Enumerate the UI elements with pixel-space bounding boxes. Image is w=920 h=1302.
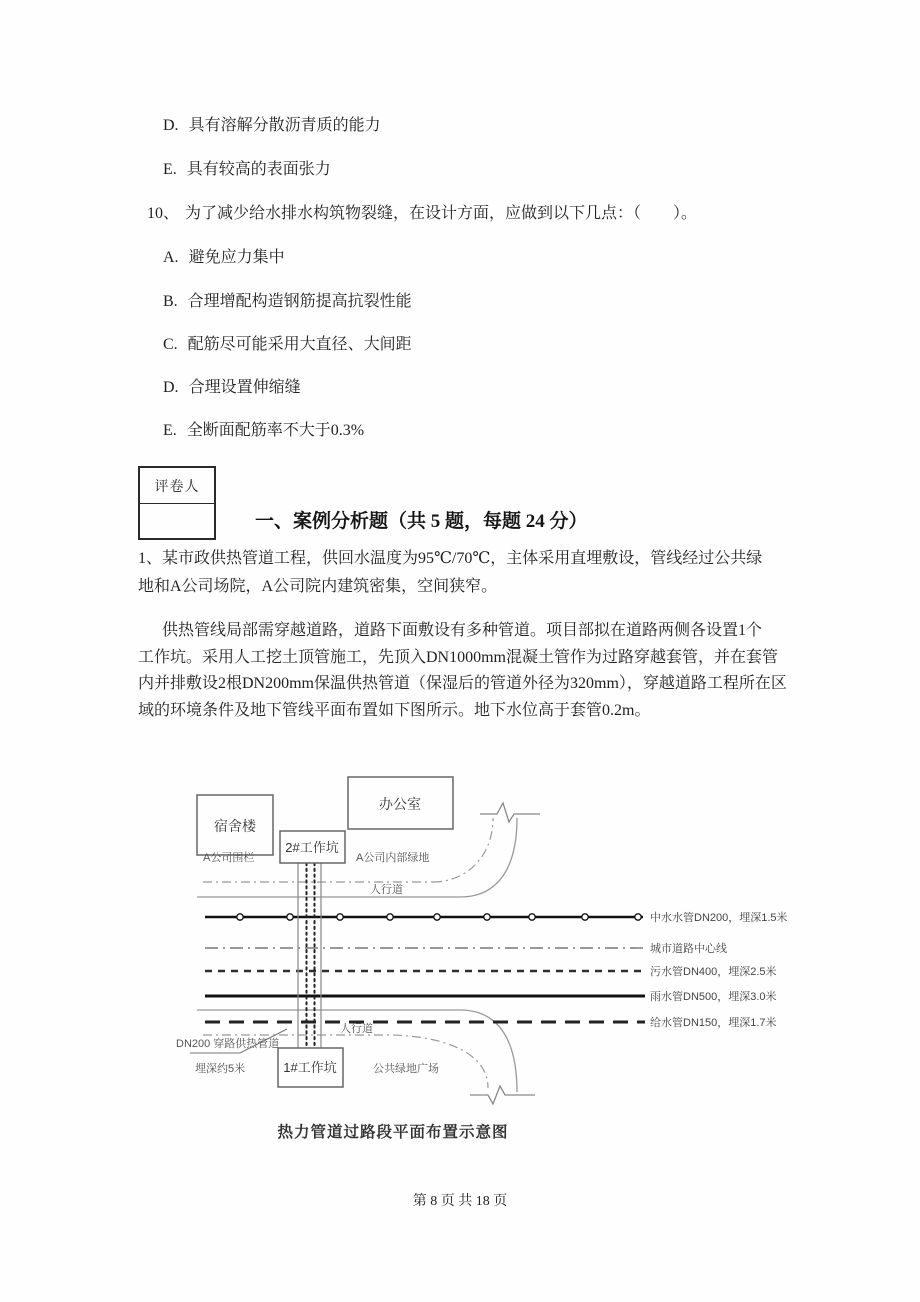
case1-para1-line1: 1、某市政供热管道工程，供回水温度为95℃/70℃，主体采用直埋敷设，管线经过公共绿: [138, 550, 763, 567]
pipeline-plan-diagram: [0, 755, 920, 1155]
storm-pipe-label: 雨水管DN500，埋深3.0米: [650, 991, 777, 1003]
section-heading: 一、案例分析题（共 5 题，每题 24 分）: [255, 511, 588, 532]
page-footer: 第 8 页 共 18 页: [412, 1194, 508, 1209]
road-centerline-label: 城市道路中心线: [650, 943, 727, 955]
q9-option-d: [163, 116, 381, 135]
q10-option-b: [163, 292, 412, 311]
case1-para2-line1: 供热管线局部需穿越道路，道路下面敷设有多种管道。项目部拟在道路两侧各设置1个: [162, 622, 763, 639]
green-area-label: A公司内部绿地: [356, 852, 430, 864]
grader-box: [138, 466, 216, 540]
option-text: 全断面配筋率不大于0.3%: [186, 422, 365, 439]
water-supply-pipe-label: 给水管DN150，埋深1.7米: [650, 1017, 777, 1029]
depth-label: 埋深约5米: [195, 1063, 246, 1075]
option-letter: E.: [163, 422, 177, 439]
sidewalk-top-label: 人行道: [370, 884, 403, 896]
office-building-label: 办公室: [379, 796, 421, 812]
case1-para1-line2: 地和A公司场院，A公司院内建筑密集，空间狭窄。: [138, 578, 498, 595]
option-text: 避免应力集中: [188, 249, 285, 266]
sidewalk-bottom-label: 人行道: [340, 1023, 373, 1035]
casing-pipe: [298, 863, 321, 1048]
option-text: 合理设置伸缩缝: [188, 379, 301, 396]
case1-para2-line3: 内并排敷设2根DN200mm保温供热管道（保湿后的管道外径为320mm），穿越道路工程所在区: [138, 675, 787, 692]
case1-para2-line4: 域的环境条件及地下管线平面布置如下图所示。地下水位高于套管0.2m。: [138, 702, 651, 719]
option-letter: A.: [163, 249, 179, 266]
pit2-label: 2#工作坑: [285, 840, 339, 855]
option-letter: B.: [163, 293, 178, 310]
question-number: 10、: [147, 205, 180, 222]
sewage-pipe-label: 污水管DN400，埋深2.5米: [650, 966, 777, 978]
road-break-symbol-top: [480, 803, 540, 822]
option-letter: D.: [163, 117, 179, 134]
reclaimed-water-pipe-label: 中水水管DN200，埋深1.5米: [650, 912, 788, 924]
q10-option-c: [163, 335, 412, 354]
q10-option-d: [163, 378, 301, 397]
grader-box-label: 评卷人: [140, 468, 214, 504]
case1-para2-line2: 工作坑。采用人工挖土顶管施工，先顶入DN1000mm混凝土管作为过路穿越套管，并在套管: [138, 649, 779, 666]
option-text: 具有较高的表面张力: [186, 161, 331, 178]
dorm-building-label: 宿舍楼: [214, 818, 256, 834]
option-text: 合理增配构造钢筋提高抗裂性能: [187, 293, 412, 310]
option-letter: C.: [163, 336, 178, 353]
option-letter: E.: [163, 161, 177, 178]
q10-option-e: [163, 421, 364, 440]
q9-option-e: [163, 160, 331, 179]
q10-option-a: [163, 248, 285, 267]
pit1-label: 1#工作坑: [283, 1060, 337, 1075]
option-text: 具有溶解分散沥青质的能力: [188, 117, 381, 134]
option-letter: D.: [163, 379, 179, 396]
q10-stem: [147, 204, 697, 223]
road-break-symbol-bottom: [470, 1086, 535, 1104]
diagram-caption: 热力管道过路段平面布置示意图: [277, 1124, 509, 1141]
heat-pipe-label: DN200 穿路供热管道: [176, 1038, 280, 1050]
option-text: 配筋尽可能采用大直径、大间距: [187, 336, 412, 353]
plaza-label: 公共绿地广场: [373, 1063, 439, 1075]
fence-label: A公司围栏: [203, 852, 255, 864]
question-text: 为了减少给水排水构筑物裂缝，在设计方面，应做到以下几点：（ ）。: [185, 205, 698, 222]
